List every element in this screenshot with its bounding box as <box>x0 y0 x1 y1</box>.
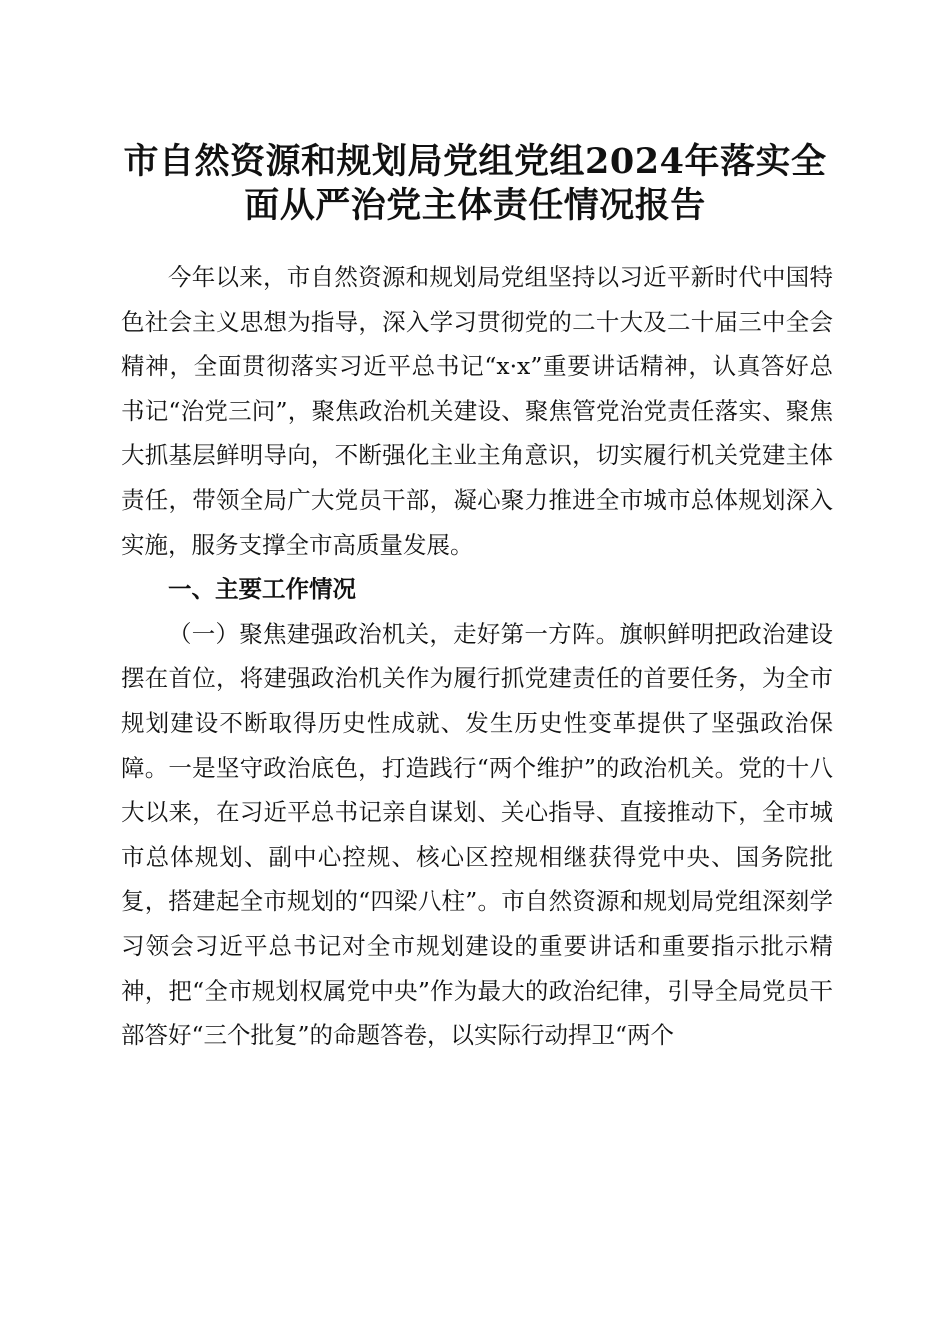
section-heading: 一、主要工作情况 <box>168 575 356 604</box>
intro-paragraph: 今年以来，市自然资源和规划局党组坚持以习近平新时代中国特色社会主义思想为指导，深入学习贯彻党的二十大及二十届三中全会精神，全面贯彻落实习近平总书记“x·x”重要讲话精神，认真答好总书记“治党三问”，聚焦政治机关建设、聚焦管党治党责任落实、聚焦大抓基层鲜明导向，不断强化主业主角意识，切实履行机关党建主体责任，带领全局广大党员干部，凝心聚力推进全市城市总体规划深入实施，服务支撑全市高质量发展。 <box>121 263 833 559</box>
document-body <box>121 255 833 1058</box>
body-paragraph: （一）聚焦建强政治机关，走好第一方阵。旗帜鲜明把政治建设摆在首位，将建强政治机关作为履行抓党建责任的首要任务，为全市规划建设不断取得历史性成就、发生历史性变革提供了坚强政治保障。一是坚守政治底色，打造践行“两个维护”的政治机关。党的十八大以来，在习近平总书记亲自谋划、关心指导、直接推动下，全市城市总体规划、副中心控规、核心区控规相继获得党中央、国务院批复，搭建起全市规划的“四梁八柱”。市自然资源和规划局党组深刻学习领会习近平总书记对全市规划建设的重要讲话和重要指示批示精神，把“全市规划权属党中央”作为最大的政治纪律，引导全局党员干部答好“三个批复”的命题答卷，以实际行动捍卫“两个 <box>121 619 833 1050</box>
document-title-line-1: 市自然资源和规划局党组党组2024年落实全 <box>123 141 827 182</box>
document-title-line-2: 面从严治党主体责任情况报告 <box>244 185 706 226</box>
